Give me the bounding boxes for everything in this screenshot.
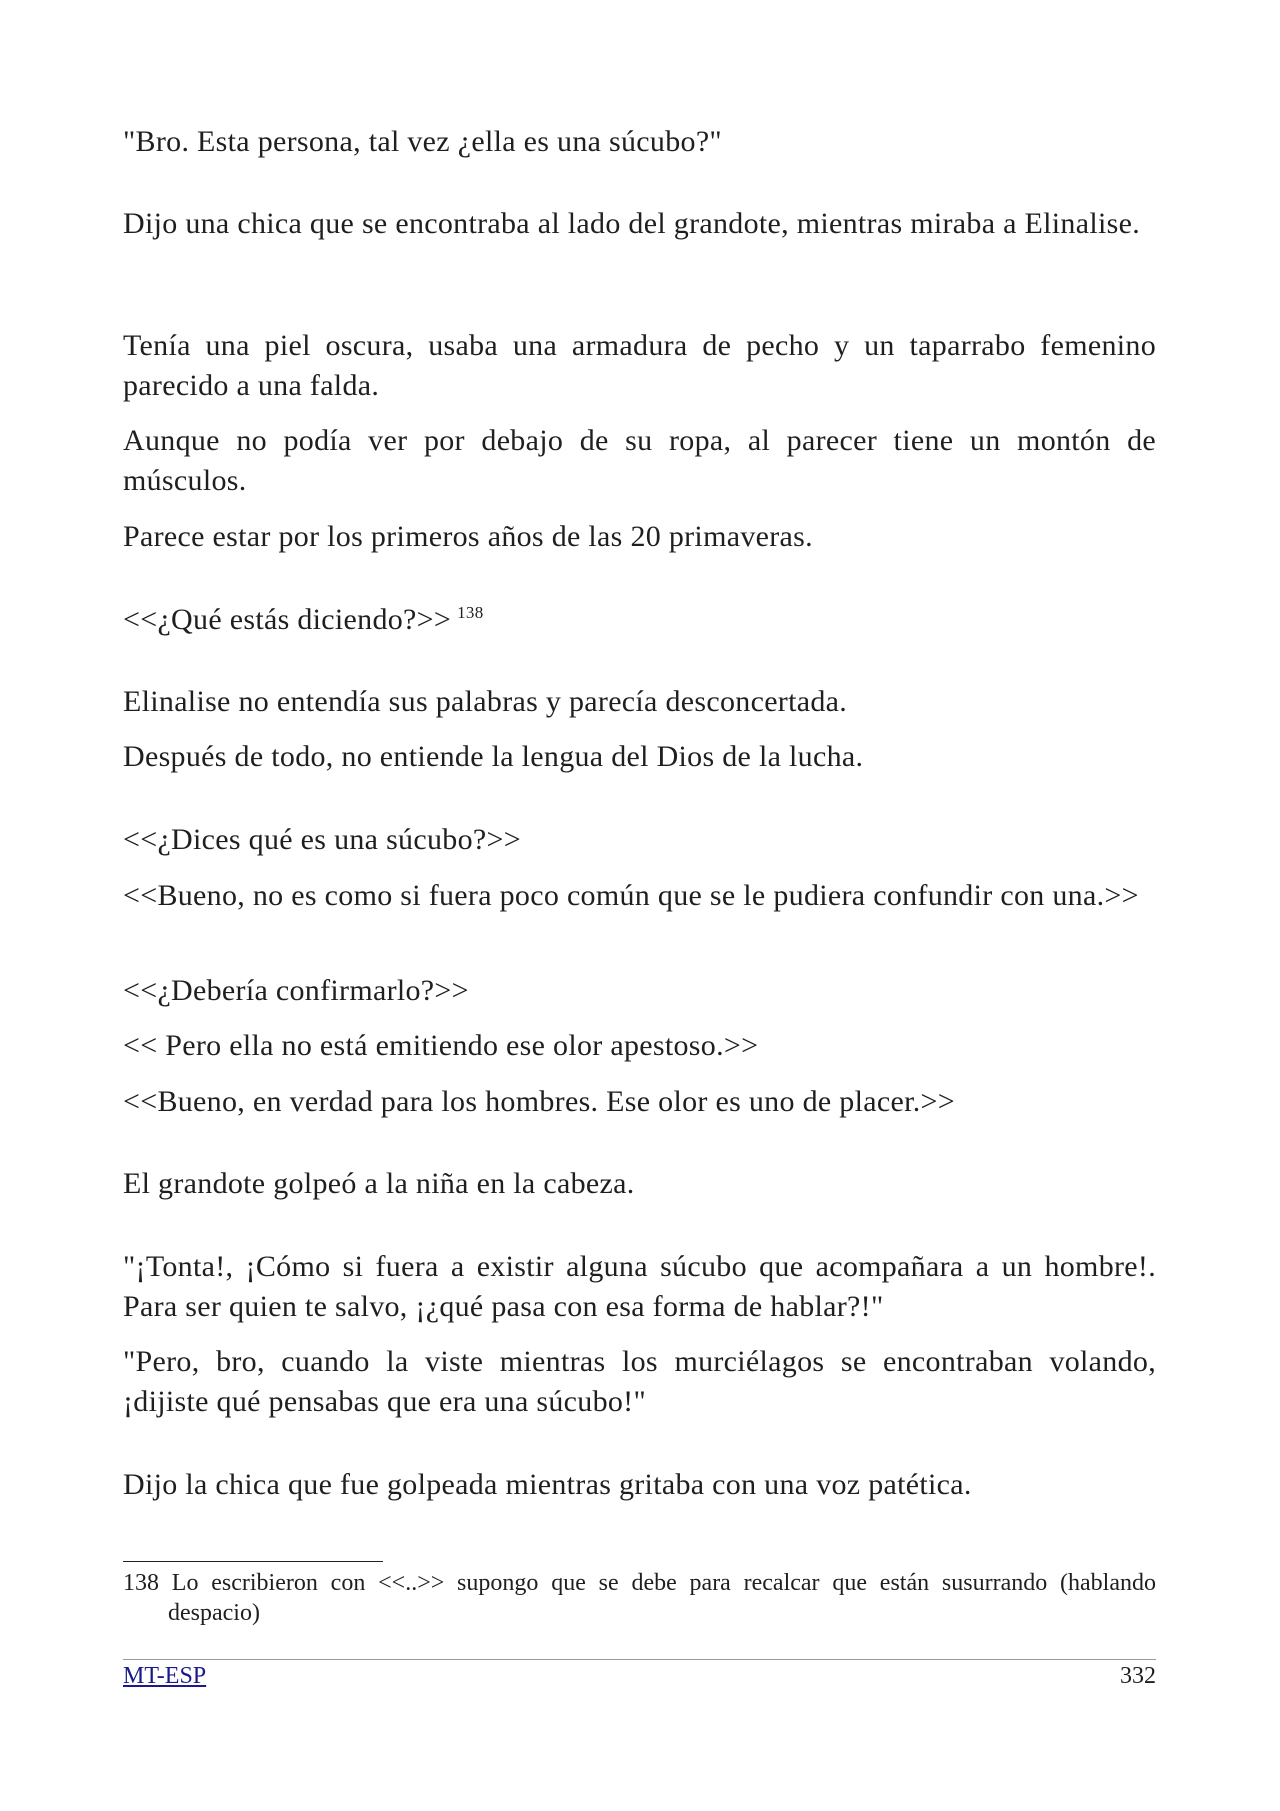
- page-number: 332: [1120, 1663, 1156, 1689]
- paragraph: Dijo una chica que se encontraba al lado del grandote, mientras miraba a Elinalise.: [123, 207, 1141, 240]
- paragraph: Parece estar por los primeros años de las 20 primaveras.: [123, 520, 813, 553]
- paragraph: Dijo la chica que fue golpeada mientras gritaba con una voz patética.: [123, 1468, 972, 1501]
- paragraph: El grandote golpeó a la niña en la cabeza.: [123, 1167, 635, 1200]
- paragraph: "Bro. Esta persona, tal vez ¿ella es una súcubo?": [123, 125, 722, 158]
- paragraph: <<Bueno, no es como si fuera poco común que se le pudiera confundir con una.>>: [123, 879, 1139, 912]
- paragraph: Después de todo, no entiende la lengua del Dios de la lucha.: [123, 740, 864, 773]
- document-page: [123, 0, 1156, 1811]
- paragraph: <<¿Dices qué es una súcubo?>>: [123, 823, 521, 856]
- dialogue-text: <<¿Qué estás diciendo?>>: [123, 603, 452, 636]
- footer-link[interactable]: MT-ESP: [123, 1663, 207, 1689]
- paragraph: "Pero, bro, cuando la viste mientras los murciélagos se encontraban volando, ¡dijiste qué pensabas que era una súcubo!": [123, 1345, 1156, 1418]
- footer-divider: [123, 1659, 1156, 1660]
- paragraph: "¡Tonta!, ¡Cómo si fuera a existir alguna súcubo que acompañara a un hombre!. Para ser quien te salvo, ¡¿qué pasa con esa forma de hablar?!": [123, 1250, 1156, 1323]
- paragraph: Aunque no podía ver por debajo de su ropa, al parecer tiene un montón de músculos.: [123, 424, 1156, 497]
- paragraph: <<¿Debería confirmarlo?>>: [123, 974, 469, 1007]
- footnote: 138 Lo escribieron con <<..>> supongo que se debe para recalcar que están susurrando (hablando despacio): [123, 1570, 1156, 1626]
- paragraph-with-footnote: [123, 600, 1156, 640]
- footnote-divider: [123, 1561, 383, 1562]
- footnote-reference[interactable]: 138: [457, 603, 484, 622]
- paragraph: << Pero ella no está emitiendo ese olor apestoso.>>: [123, 1029, 759, 1062]
- paragraph: Tenía una piel oscura, usaba una armadura de pecho y un taparrabo femenino parecido a una falda.: [123, 329, 1156, 402]
- paragraph: <<Bueno, en verdad para los hombres. Ese olor es uno de placer.>>: [123, 1085, 955, 1118]
- paragraph: Elinalise no entendía sus palabras y parecía desconcertada.: [123, 685, 848, 718]
